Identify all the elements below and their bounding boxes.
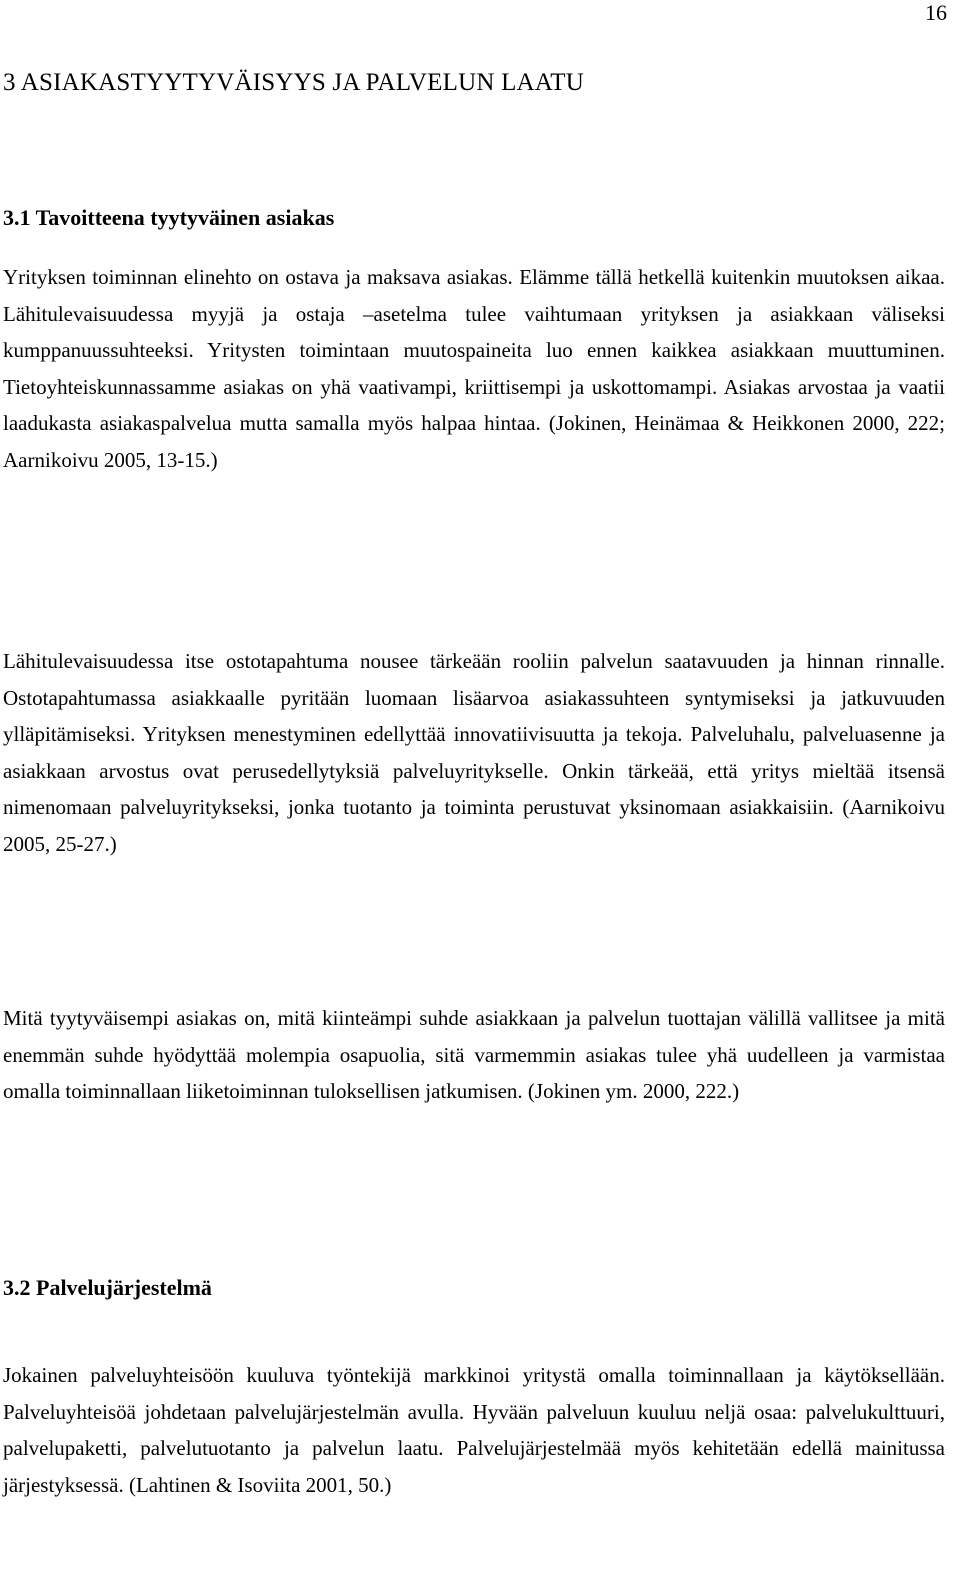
- paragraph: Jokainen palveluyhteisöön kuuluva työntekijä markkinoi yritystä omalla toiminnallaan ja käytöksellään. Palveluyhteisöä johdetaan palvelujärjestelmän avulla. Hyvään palveluun kuuluu neljä osaa: palvelukulttuuri, palvelupaketti, palvelutuotanto ja palvelun laatu. Palvelujärjestelmää myös kehitetään edellä mainitussa järjestyksessä. (Lahtinen & Isoviita 2001, 50.): [3, 1363, 945, 1497]
- chapter-heading: 3 ASIAKASTYYTYVÄISYYS JA PALVELUN LAATU: [3, 69, 585, 96]
- page-number: 16: [925, 0, 947, 25]
- paragraph: Mitä tyytyväisempi asiakas on, mitä kiinteämpi suhde asiakkaan ja palvelun tuottajan välillä vallitsee ja mitä enemmän suhde hyödyttää molempia osapuolia, sitä varmemmin asiakas tulee yhä uudelleen ja varmistaa omalla toiminnallaan liiketoiminnan tuloksellisen jatkumisen. (Jokinen ym. 2000, 222.): [3, 1006, 945, 1104]
- section-heading-3-1: 3.1 Tavoitteena tyytyväinen asiakas: [3, 205, 335, 230]
- section-heading-3-2: 3.2 Palvelujärjestelmä: [3, 1275, 212, 1300]
- paragraph: Yrityksen toiminnan elinehto on ostava ja maksava asiakas. Elämme tällä hetkellä kuitenkin muutoksen aikaa. Lähitulevaisuudessa myyjä ja ostaja –asetelma tulee vaihtumaan yrityksen ja asiakkaan väliseksi kumppanuussuhteeksi. Yritysten toimintaan muutospaineita luo ennen kaikkea asiakkaan muuttuminen. Tietoyhteiskunnassamme asiakas on yhä vaativampi, kriittisempi ja uskottomampi. Asiakas arvostaa ja vaatii laadukasta asiakaspalvelua mutta samalla myös halpaa hintaa. (Jokinen, Heinämaa & Heikkonen 2000, 222; Aarnikoivu 2005, 13-15.): [3, 265, 945, 472]
- paragraph: Lähitulevaisuudessa itse ostotapahtuma nousee tärkeään rooliin palvelun saatavuuden ja hinnan rinnalle. Ostotapahtumassa asiakkaalle pyritään luomaan lisäarvoa asiakassuhteen syntymiseksi ja jatkuvuuden ylläpitämiseksi. Yrityksen menestyminen edellyttää innovatiivisuutta ja tekoja. Palveluhalu, palveluasenne ja asiakkaan arvostus ovat perusedellytyksiä palveluyritykselle. Onkin tärkeää, että yritys mieltää itsensä nimenomaan palveluyritykseksi, jonka tuotanto ja toiminta perustuvat yksinomaan asiakkaisiin. (Aarnikoivu 2005, 25-27.): [3, 649, 945, 856]
